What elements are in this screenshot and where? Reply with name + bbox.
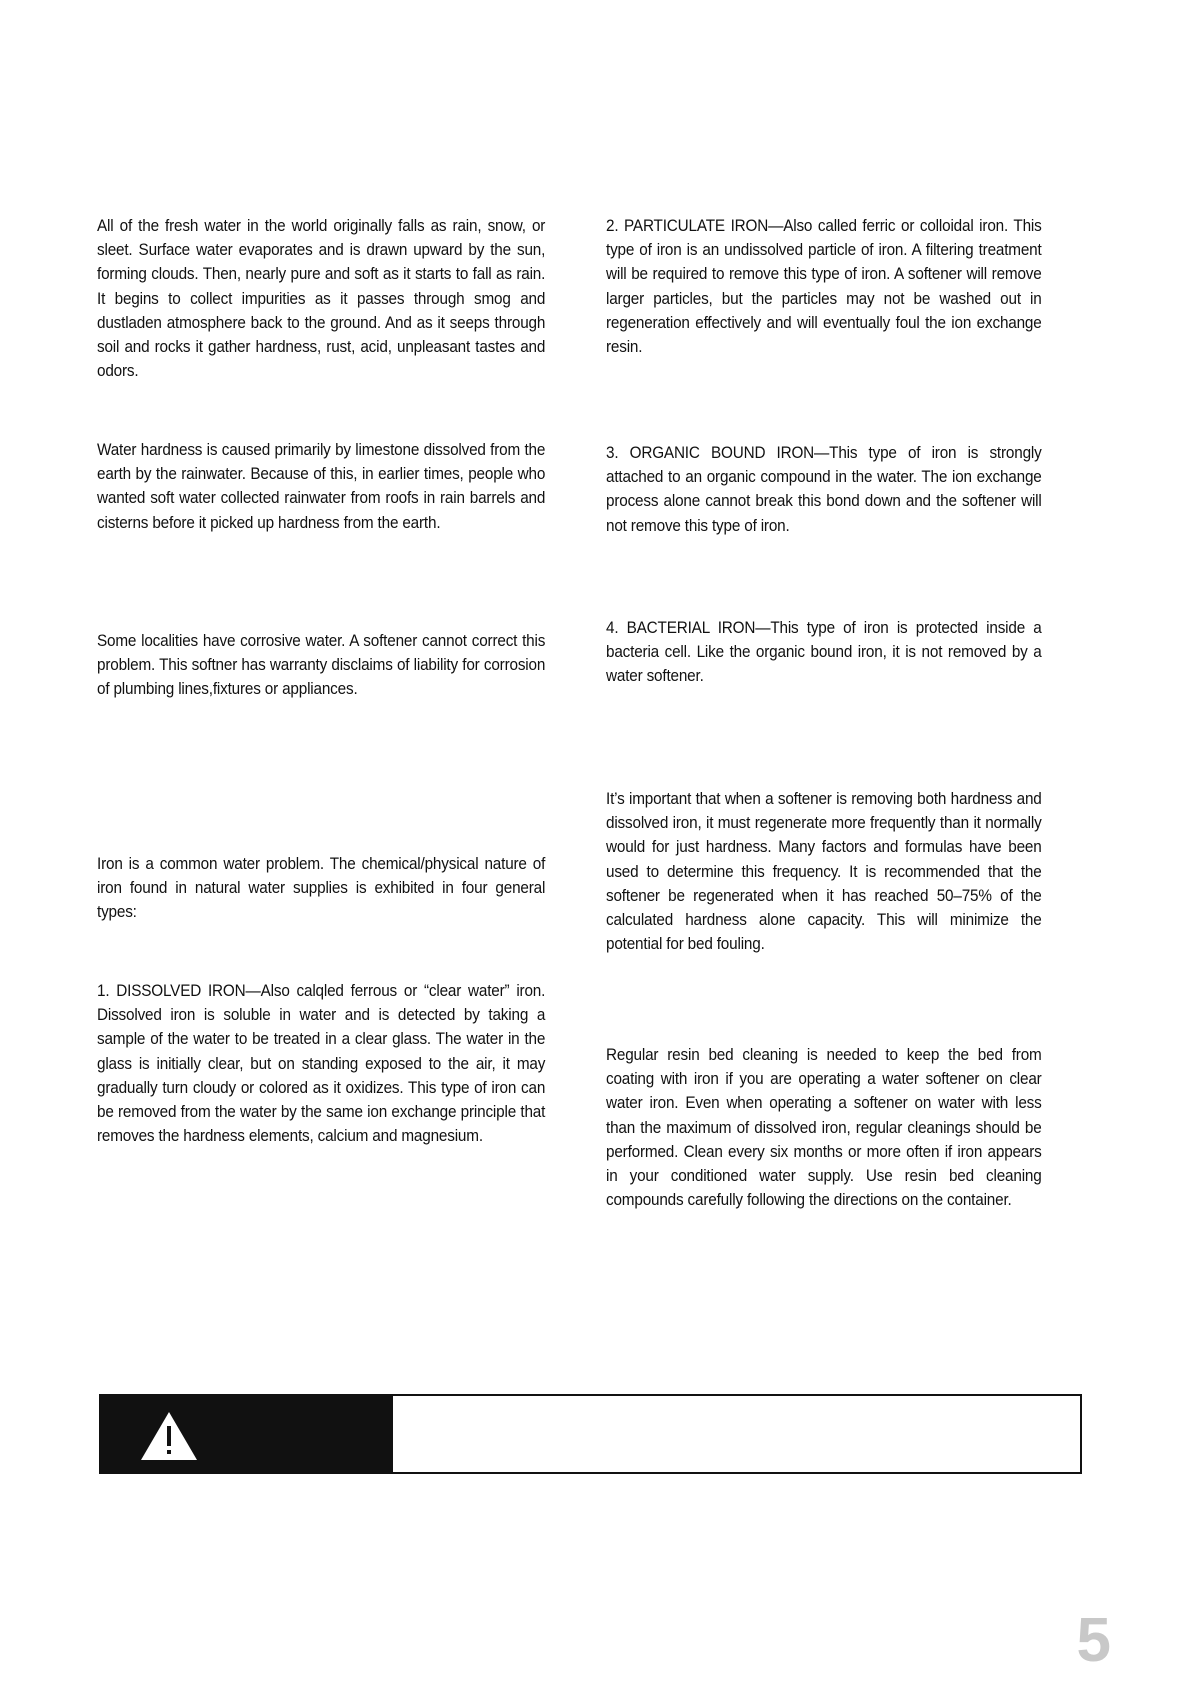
paragraph-corrosive-water: Some localities have corrosive water. A softener cannot correct this problem. This softner has warranty disclaims of liability for corrosion of plumbing lines,fixtures or appliances. <box>97 631 546 699</box>
paragraph-particulate-iron: 2. PARTICULATE IRON—Also called ferric or colloidal iron. This type of iron is an undissolved particle of iron. A filtering treatment will be required to remove this type of iron. A softener will remove larger particles, but the particles may not be washed out in regeneration effectively and will eventually foul the ion exchange resin. <box>606 216 1042 357</box>
page-number: 5 <box>1076 1606 1111 1675</box>
warning-banner-black-panel <box>101 1396 393 1472</box>
warning-banner <box>99 1394 1082 1474</box>
paragraph-organic-bound-iron: 3. ORGANIC BOUND IRON—This type of iron is strongly attached to an organic compound in the water. The ion exchange process alone cannot break this bond down and the softener will not remove this type of iron. <box>606 443 1042 535</box>
warning-triangle-icon <box>139 1410 199 1462</box>
paragraph-fresh-water-origin: All of the fresh water in the world originally falls as rain, snow, or sleet. Surface water evaporates and is drawn upward by the sun, forming clouds. Then, nearly pure and soft as it starts to fall as rain. It begins to collect impurities as it passes through smog and dustladen atmosphere back to the ground. And as it seeps through soil and rocks it gather hardness, rust, acid, unpleasant tastes and odors. <box>97 216 546 381</box>
paragraph-water-hardness: Water hardness is caused primarily by limestone dissolved from the earth by the rainwater. Because of this, in earlier times, people who wanted soft water collected rainwater from roofs in rain barrels and cisterns before it picked up hardness from the earth. <box>97 440 546 532</box>
paragraph-resin-bed-cleaning: Regular resin bed cleaning is needed to keep the bed from coating with iron if you are operating a water softener on clear water iron. Even when operating a softener on water with less than the maximum of dissolved iron, regular cleanings should be performed. Clean every six months or more often if iron appears in your conditioned water supply. Use resin bed cleaning compounds carefully following the directions on the container. <box>606 1045 1042 1210</box>
paragraph-bacterial-iron: 4. BACTERIAL IRON—This type of iron is protected inside a bacteria cell. Like the organic bound iron, it is not removed by a water softener. <box>606 618 1042 686</box>
paragraph-dissolved-iron: 1. DISSOLVED IRON—Also calqled ferrous or “clear water” iron. Dissolved iron is soluble in water and is detected by taking a sample of the water to be treated in a clear glass. The water in the glass is initially clear, but on standing exposed to the air, it may gradually turn cloudy or colored as it oxidizes. This type of iron can be removed from the water by the same ion exchange principle that removes the hardness elements, calcium and magnesium. <box>97 981 546 1146</box>
paragraph-iron-problem: Iron is a common water problem. The chemical/physical nature of iron found in natural water supplies is exhibited in four general types: <box>97 854 546 922</box>
paragraph-regeneration-frequency: It’s important that when a softener is removing both hardness and dissolved iron, it must regenerate more frequently than it normally would for just hardness. Many factors and formulas have been used to determine this frequency. It is recommended that the softener be regenerated when it has reached 50–75% of the calculated hardness alone capacity. This will minimize the potential for bed fouling. <box>606 789 1042 954</box>
